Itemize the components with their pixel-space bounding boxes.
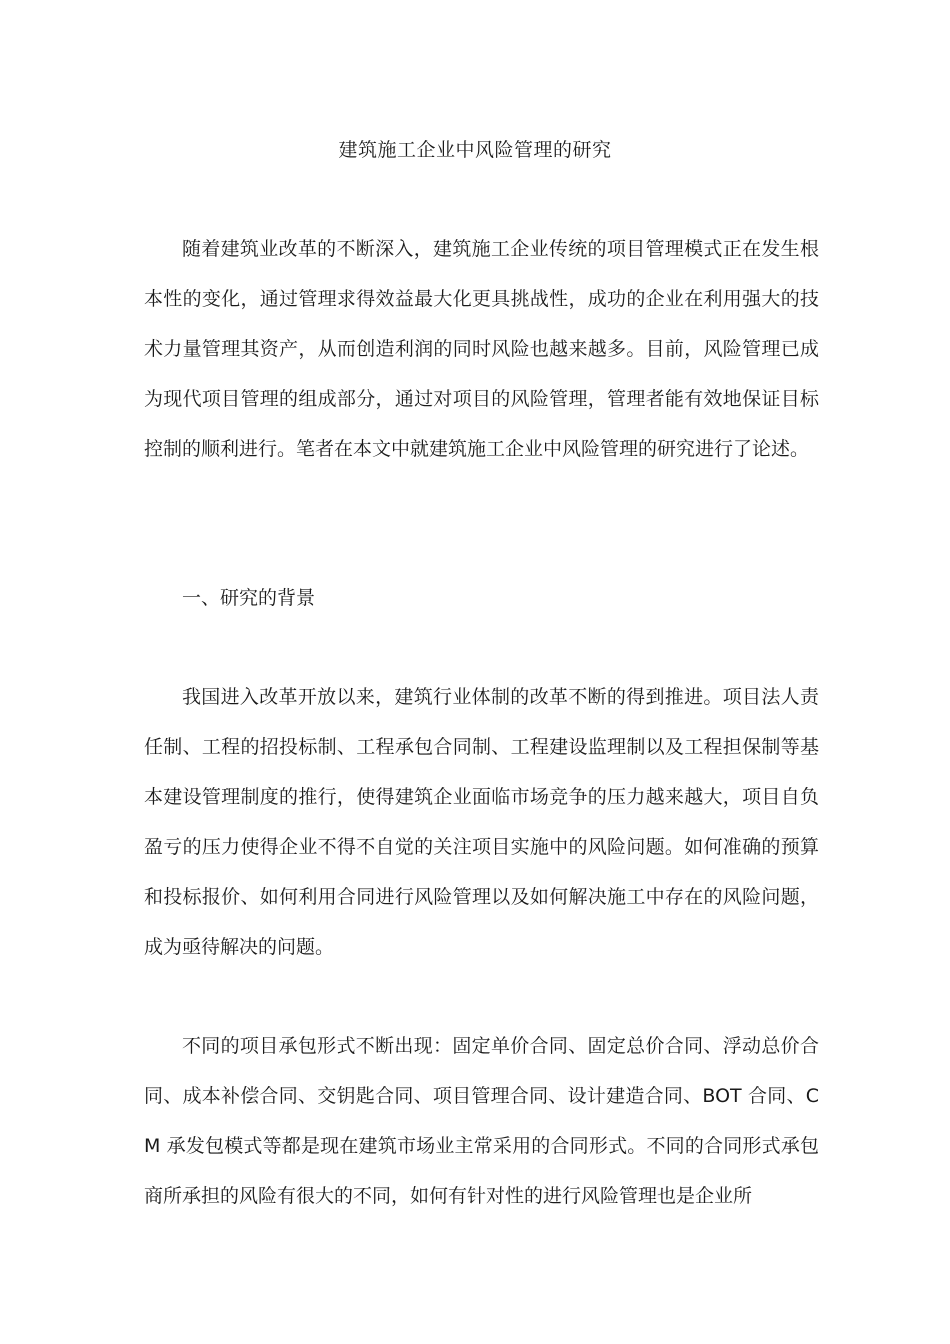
document-title: 建筑施工企业中风险管理的研究 [338,139,612,161]
paragraph-background: 我国进入改革开放以来，建筑行业体制的改革不断的得到推进。项目法人责任制、工程的招投标制、工程承包合同制、工程建设监理制以及工程担保制等基本建设管理制度的推行，使得建筑企业面临市场竞争的压力越来越大，项目自负盈亏的压力使得企业不得不自觉的关注项目实施中的风险问题。如何准确的预算和投标报价、如何利用合同进行风险管理以及如何解决施工中存在的风险问题，成为亟待解决的问题。 [144,686,819,958]
paragraph-contract-forms: 不同的项目承包形式不断出现：固定单价合同、固定总价合同、浮动总价合同、成本补偿合同、交钥匙合同、项目管理合同、设计建造合同、BOT 合同、CM 承发包模式等都是现在建筑市场业主常采用的合同形式。不同的合同形式承包商所承担的风险有很大的不同，如何有针对性的进行风险管理也是企业所 [144,1035,819,1207]
section-heading: 一、研究的背景 [182,587,316,609]
paragraph-intro: 随着建筑业改革的不断深入，建筑施工企业传统的项目管理模式正在发生根本性的变化，通过管理求得效益最大化更具挑战性，成功的企业在利用强大的技术力量管理其资产，从而创造利润的同时风险也越来越多。目前，风险管理已成为现代项目管理的组成部分，通过对项目的风险管理，管理者能有效地保证目标控制的顺利进行。笔者在本文中就建筑施工企业中风险管理的研究进行了论述。 [144,238,819,460]
